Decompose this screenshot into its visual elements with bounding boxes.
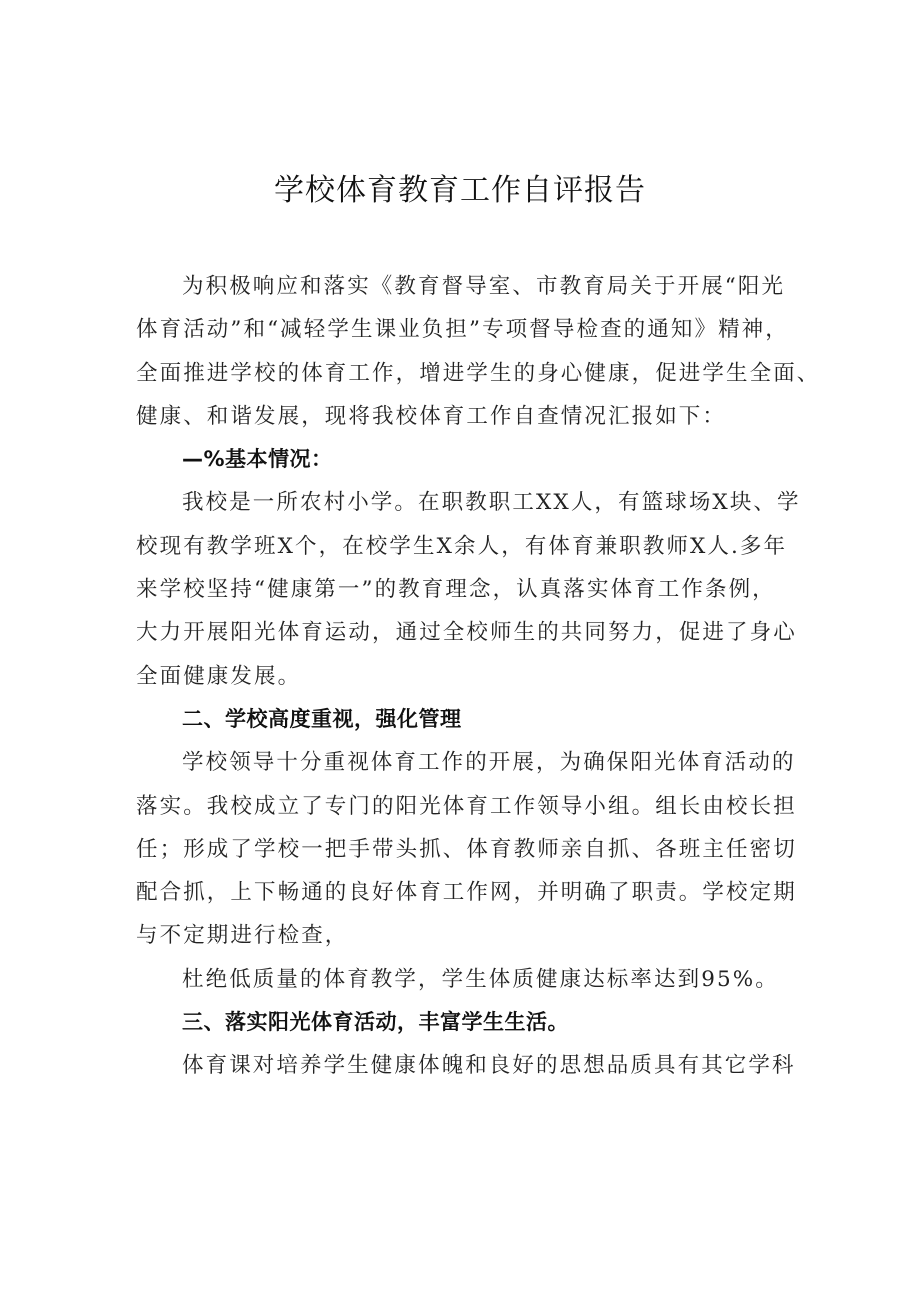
paragraph-line: 任；形成了学校一把手带头抓、体育教师亲自抓、各班主任密切 — [136, 836, 797, 862]
paragraph-line: 杜绝低质量的体育教学，学生体质健康达标率达到95%。 — [182, 966, 779, 992]
paragraph-line: 来学校坚持“健康第一”的教育理念，认真落实体育工作条例， — [136, 577, 776, 603]
paragraph-line: 配合抓，上下畅通的良好体育工作网，并明确了职责。学校定期 — [136, 880, 797, 906]
paragraph-line: 校现有教学班X个，在校学生X余人，有体育兼职教师X人.多年 — [136, 533, 788, 559]
paragraph-line: 大力开展阳光体育运动，通过全校师生的共同努力，促进了身心 — [136, 620, 797, 646]
document-body — [136, 265, 821, 1088]
paragraph-line: 全面推进学校的体育工作，增进学生的身心健康，促进学生全面、 — [136, 360, 821, 386]
section-heading-2: 二、学校高度重视，强化管理 — [182, 706, 462, 731]
section-heading-3: 三、落实阳光体育活动，丰富学生生活。 — [182, 1010, 569, 1035]
paragraph-line: 体育课对培养学生健康体魄和良好的思想品质具有其它学科 — [182, 1053, 796, 1079]
paragraph-line: 我校是一所农村小学。在职教职工XX人，有篮球场X块、学 — [182, 490, 801, 516]
paragraph-line: 全面健康发展。 — [136, 663, 302, 689]
section-heading-1: —%基本情况： — [182, 447, 333, 472]
paragraph-line: 学校领导十分重视体育工作的开展，为确保阳光体育活动的 — [182, 750, 796, 776]
paragraph-line: 体育活动”和“减轻学生课业负担”专项督导检查的通知》精神， — [136, 317, 789, 343]
paragraph-line: 与不定期进行检查， — [136, 923, 349, 949]
paragraph-line: 落实。我校成立了专门的阳光体育工作领导小组。组长由校长担 — [136, 793, 797, 819]
paragraph-line: 健康、和谐发展，现将我校体育工作自查情况汇报如下： — [136, 403, 727, 429]
document-title: 学校体育教育工作自评报告 — [274, 173, 646, 208]
paragraph-line: 为积极响应和落实《教育督导室、市教育局关于开展“阳光 — [182, 274, 786, 299]
